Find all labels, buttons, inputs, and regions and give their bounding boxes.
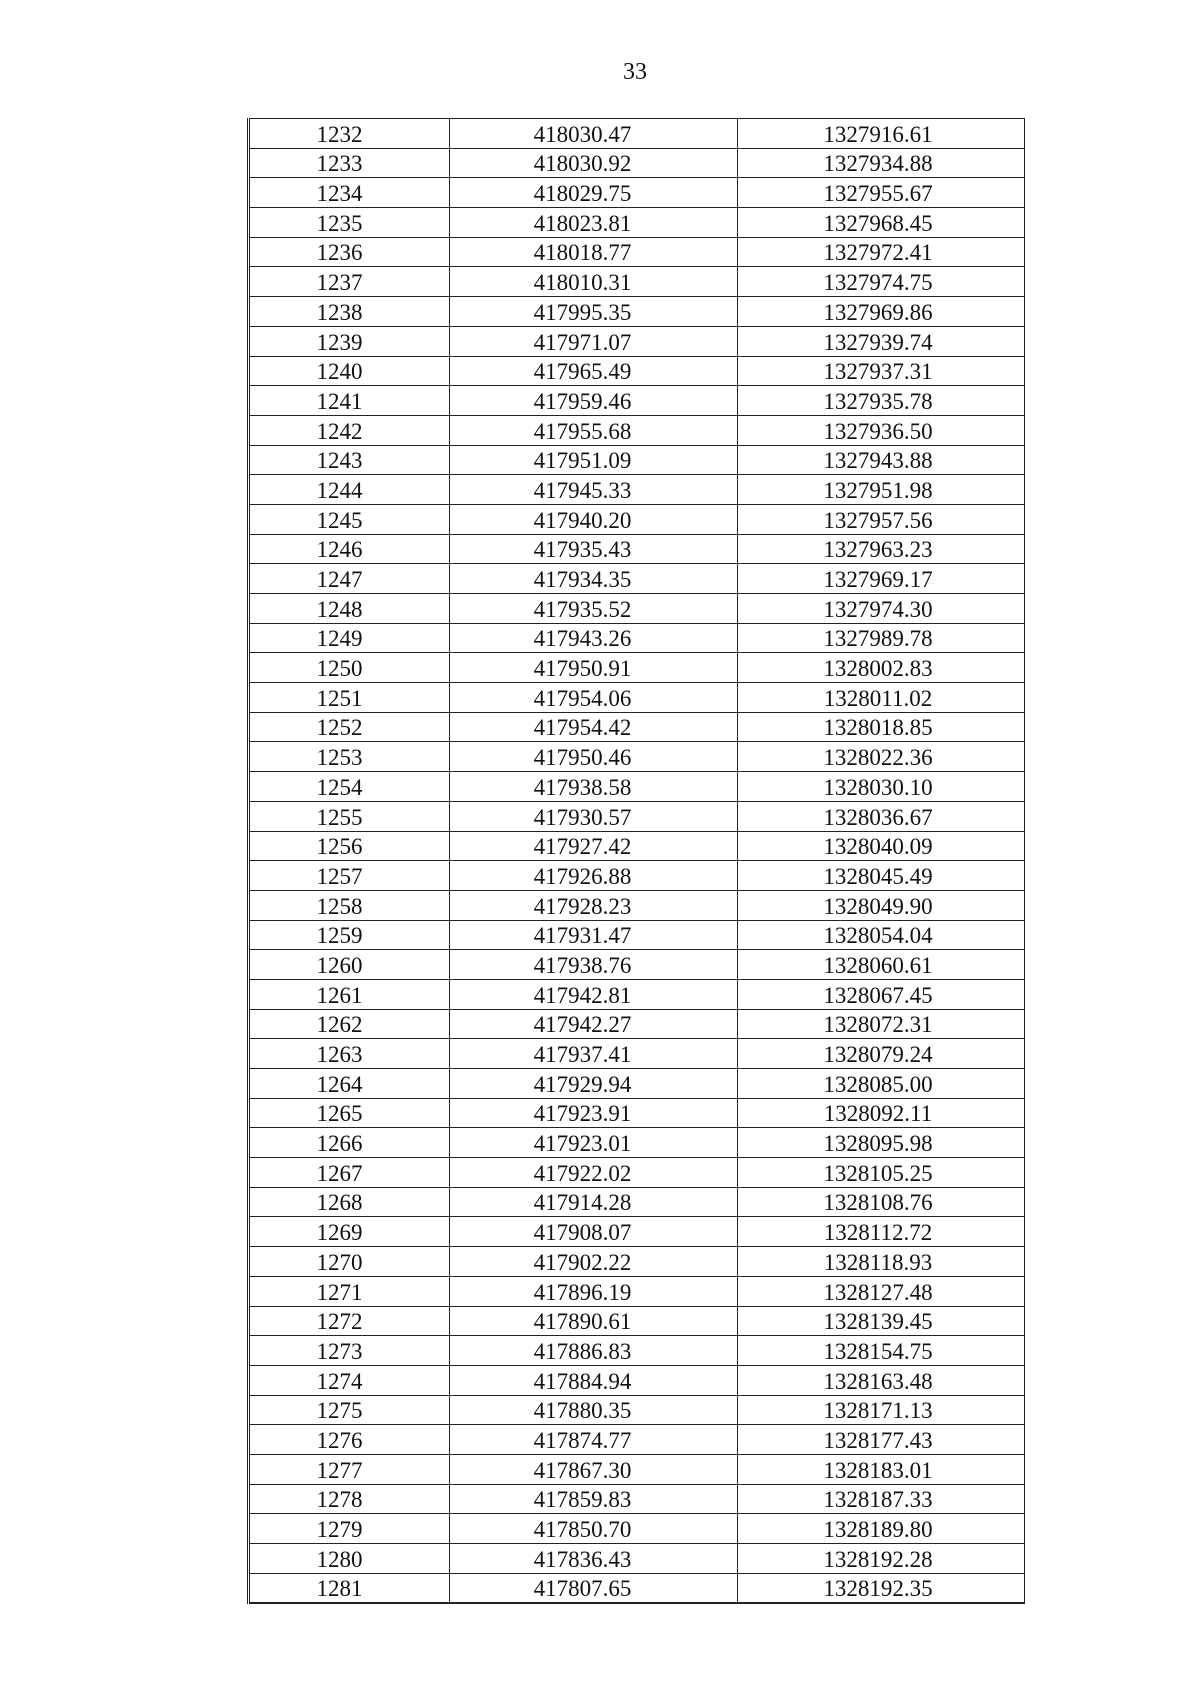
- y-coordinate-cell: 1328118.93: [738, 1247, 1025, 1277]
- point-number-cell: 1240: [249, 356, 450, 386]
- point-number-cell: 1271: [249, 1276, 450, 1306]
- table-row: [249, 475, 1025, 505]
- page-number: 33: [623, 59, 647, 85]
- x-coordinate-cell: 417942.81: [450, 979, 738, 1009]
- x-coordinate-cell: 417927.42: [450, 831, 738, 861]
- point-number-cell: 1249: [249, 623, 450, 653]
- y-coordinate-cell: 1328192.28: [738, 1544, 1025, 1574]
- x-coordinate-cell: 417943.26: [450, 623, 738, 653]
- x-coordinate-cell: 417954.06: [450, 683, 738, 713]
- coordinates-table: [247, 118, 1025, 1604]
- point-number-cell: 1235: [249, 208, 450, 238]
- y-coordinate-cell: 1328049.90: [738, 890, 1025, 920]
- point-number-cell: 1274: [249, 1365, 450, 1395]
- point-number-cell: 1245: [249, 504, 450, 534]
- x-coordinate-cell: 417896.19: [450, 1276, 738, 1306]
- x-coordinate-cell: 417914.28: [450, 1187, 738, 1217]
- point-number-cell: 1279: [249, 1514, 450, 1544]
- point-number-cell: 1266: [249, 1128, 450, 1158]
- y-coordinate-cell: 1327972.41: [738, 237, 1025, 267]
- y-coordinate-cell: 1328040.09: [738, 831, 1025, 861]
- y-coordinate-cell: 1328067.45: [738, 979, 1025, 1009]
- y-coordinate-cell: 1327934.88: [738, 148, 1025, 178]
- x-coordinate-cell: 417937.41: [450, 1039, 738, 1069]
- table-row: [249, 1128, 1025, 1158]
- table-row: [249, 267, 1025, 297]
- y-coordinate-cell: 1328085.00: [738, 1069, 1025, 1099]
- y-coordinate-cell: 1328030.10: [738, 772, 1025, 802]
- x-coordinate-cell: 417859.83: [450, 1484, 738, 1514]
- y-coordinate-cell: 1327974.30: [738, 594, 1025, 624]
- x-coordinate-cell: 417807.65: [450, 1573, 738, 1603]
- y-coordinate-cell: 1328108.76: [738, 1187, 1025, 1217]
- x-coordinate-cell: 417971.07: [450, 326, 738, 356]
- x-coordinate-cell: 417874.77: [450, 1425, 738, 1455]
- x-coordinate-cell: 417965.49: [450, 356, 738, 386]
- point-number-cell: 1234: [249, 178, 450, 208]
- y-coordinate-cell: 1328187.33: [738, 1484, 1025, 1514]
- table-row: [249, 1514, 1025, 1544]
- x-coordinate-cell: 417938.76: [450, 950, 738, 980]
- y-coordinate-cell: 1328171.13: [738, 1395, 1025, 1425]
- y-coordinate-cell: 1328060.61: [738, 950, 1025, 980]
- y-coordinate-cell: 1328092.11: [738, 1098, 1025, 1128]
- point-number-cell: 1241: [249, 386, 450, 416]
- table-row: [249, 178, 1025, 208]
- point-number-cell: 1251: [249, 683, 450, 713]
- table-row: [249, 653, 1025, 683]
- y-coordinate-cell: 1328095.98: [738, 1128, 1025, 1158]
- y-coordinate-cell: 1327916.61: [738, 119, 1025, 149]
- table-row: [249, 890, 1025, 920]
- table-row: [249, 504, 1025, 534]
- table-row: [249, 683, 1025, 713]
- x-coordinate-cell: 417908.07: [450, 1217, 738, 1247]
- y-coordinate-cell: 1328127.48: [738, 1276, 1025, 1306]
- point-number-cell: 1275: [249, 1395, 450, 1425]
- x-coordinate-cell: 418030.47: [450, 119, 738, 149]
- x-coordinate-cell: 417950.91: [450, 653, 738, 683]
- x-coordinate-cell: 417942.27: [450, 1009, 738, 1039]
- y-coordinate-cell: 1327943.88: [738, 445, 1025, 475]
- point-number-cell: 1243: [249, 445, 450, 475]
- y-coordinate-cell: 1328079.24: [738, 1039, 1025, 1069]
- point-number-cell: 1237: [249, 267, 450, 297]
- y-coordinate-cell: 1328139.45: [738, 1306, 1025, 1336]
- point-number-cell: 1263: [249, 1039, 450, 1069]
- y-coordinate-cell: 1328192.35: [738, 1573, 1025, 1603]
- point-number-cell: 1246: [249, 534, 450, 564]
- y-coordinate-cell: 1328054.04: [738, 920, 1025, 950]
- y-coordinate-cell: 1328177.43: [738, 1425, 1025, 1455]
- x-coordinate-cell: 417950.46: [450, 742, 738, 772]
- x-coordinate-cell: 417926.88: [450, 861, 738, 891]
- table-row: [249, 801, 1025, 831]
- table-row: [249, 1217, 1025, 1247]
- x-coordinate-cell: 417955.68: [450, 415, 738, 445]
- point-number-cell: 1264: [249, 1069, 450, 1099]
- point-number-cell: 1247: [249, 564, 450, 594]
- table-row: [249, 564, 1025, 594]
- x-coordinate-cell: 417902.22: [450, 1247, 738, 1277]
- point-number-cell: 1277: [249, 1454, 450, 1484]
- table-row: [249, 415, 1025, 445]
- table-row: [249, 1098, 1025, 1128]
- table-row: [249, 386, 1025, 416]
- point-number-cell: 1238: [249, 297, 450, 327]
- point-number-cell: 1256: [249, 831, 450, 861]
- table-row: [249, 1247, 1025, 1277]
- y-coordinate-cell: 1328163.48: [738, 1365, 1025, 1395]
- table-row: [249, 950, 1025, 980]
- table-row: [249, 297, 1025, 327]
- y-coordinate-cell: 1328112.72: [738, 1217, 1025, 1247]
- y-coordinate-cell: 1327957.56: [738, 504, 1025, 534]
- table-row: [249, 861, 1025, 891]
- y-coordinate-cell: 1327936.50: [738, 415, 1025, 445]
- y-coordinate-cell: 1327969.86: [738, 297, 1025, 327]
- point-number-cell: 1236: [249, 237, 450, 267]
- y-coordinate-cell: 1327955.67: [738, 178, 1025, 208]
- table-row: [249, 1158, 1025, 1188]
- x-coordinate-cell: 417884.94: [450, 1365, 738, 1395]
- x-coordinate-cell: 417923.91: [450, 1098, 738, 1128]
- table-row: [249, 772, 1025, 802]
- point-number-cell: 1269: [249, 1217, 450, 1247]
- x-coordinate-cell: 417935.52: [450, 594, 738, 624]
- table-row: [249, 1069, 1025, 1099]
- x-coordinate-cell: 417995.35: [450, 297, 738, 327]
- table-row: [249, 742, 1025, 772]
- x-coordinate-cell: 417880.35: [450, 1395, 738, 1425]
- y-coordinate-cell: 1328036.67: [738, 801, 1025, 831]
- coordinates-table-body: [249, 119, 1025, 1604]
- x-coordinate-cell: 418023.81: [450, 208, 738, 238]
- point-number-cell: 1276: [249, 1425, 450, 1455]
- point-number-cell: 1267: [249, 1158, 450, 1188]
- point-number-cell: 1248: [249, 594, 450, 624]
- y-coordinate-cell: 1328022.36: [738, 742, 1025, 772]
- y-coordinate-cell: 1328002.83: [738, 653, 1025, 683]
- table-row: [249, 1306, 1025, 1336]
- table-row: [249, 920, 1025, 950]
- point-number-cell: 1280: [249, 1544, 450, 1574]
- x-coordinate-cell: 417938.58: [450, 772, 738, 802]
- point-number-cell: 1281: [249, 1573, 450, 1603]
- table-row: [249, 1365, 1025, 1395]
- table-row: [249, 1484, 1025, 1514]
- x-coordinate-cell: 418030.92: [450, 148, 738, 178]
- x-coordinate-cell: 417867.30: [450, 1454, 738, 1484]
- table-row: [249, 208, 1025, 238]
- x-coordinate-cell: 417922.02: [450, 1158, 738, 1188]
- point-number-cell: 1259: [249, 920, 450, 950]
- table-row: [249, 712, 1025, 742]
- point-number-cell: 1254: [249, 772, 450, 802]
- x-coordinate-cell: 417931.47: [450, 920, 738, 950]
- x-coordinate-cell: 418018.77: [450, 237, 738, 267]
- table-row: [249, 623, 1025, 653]
- y-coordinate-cell: 1328072.31: [738, 1009, 1025, 1039]
- x-coordinate-cell: 417945.33: [450, 475, 738, 505]
- point-number-cell: 1232: [249, 119, 450, 149]
- point-number-cell: 1257: [249, 861, 450, 891]
- table-row: [249, 356, 1025, 386]
- x-coordinate-cell: 417836.43: [450, 1544, 738, 1574]
- point-number-cell: 1278: [249, 1484, 450, 1514]
- point-number-cell: 1258: [249, 890, 450, 920]
- x-coordinate-cell: 417959.46: [450, 386, 738, 416]
- table-row: [249, 979, 1025, 1009]
- point-number-cell: 1262: [249, 1009, 450, 1039]
- table-row: [249, 1336, 1025, 1366]
- table-row: [249, 831, 1025, 861]
- table-row: [249, 534, 1025, 564]
- x-coordinate-cell: 417886.83: [450, 1336, 738, 1366]
- point-number-cell: 1273: [249, 1336, 450, 1366]
- x-coordinate-cell: 418010.31: [450, 267, 738, 297]
- y-coordinate-cell: 1328183.01: [738, 1454, 1025, 1484]
- point-number-cell: 1260: [249, 950, 450, 980]
- point-number-cell: 1252: [249, 712, 450, 742]
- y-coordinate-cell: 1327974.75: [738, 267, 1025, 297]
- table-row: [249, 1187, 1025, 1217]
- point-number-cell: 1253: [249, 742, 450, 772]
- x-coordinate-cell: 417940.20: [450, 504, 738, 534]
- table-row: [249, 1039, 1025, 1069]
- x-coordinate-cell: 417923.01: [450, 1128, 738, 1158]
- y-coordinate-cell: 1327989.78: [738, 623, 1025, 653]
- point-number-cell: 1270: [249, 1247, 450, 1277]
- x-coordinate-cell: 417929.94: [450, 1069, 738, 1099]
- table-row: [249, 237, 1025, 267]
- x-coordinate-cell: 418029.75: [450, 178, 738, 208]
- y-coordinate-cell: 1328018.85: [738, 712, 1025, 742]
- point-number-cell: 1272: [249, 1306, 450, 1336]
- table-row: [249, 148, 1025, 178]
- y-coordinate-cell: 1328011.02: [738, 683, 1025, 713]
- table-row: [249, 1276, 1025, 1306]
- table-row: [249, 1544, 1025, 1574]
- y-coordinate-cell: 1327968.45: [738, 208, 1025, 238]
- point-number-cell: 1268: [249, 1187, 450, 1217]
- table-row: [249, 119, 1025, 149]
- point-number-cell: 1261: [249, 979, 450, 1009]
- x-coordinate-cell: 417928.23: [450, 890, 738, 920]
- y-coordinate-cell: 1327937.31: [738, 356, 1025, 386]
- point-number-cell: 1265: [249, 1098, 450, 1128]
- y-coordinate-cell: 1327939.74: [738, 326, 1025, 356]
- y-coordinate-cell: 1328105.25: [738, 1158, 1025, 1188]
- y-coordinate-cell: 1328045.49: [738, 861, 1025, 891]
- x-coordinate-cell: 417954.42: [450, 712, 738, 742]
- point-number-cell: 1244: [249, 475, 450, 505]
- point-number-cell: 1255: [249, 801, 450, 831]
- point-number-cell: 1233: [249, 148, 450, 178]
- table-row: [249, 1395, 1025, 1425]
- point-number-cell: 1239: [249, 326, 450, 356]
- y-coordinate-cell: 1328154.75: [738, 1336, 1025, 1366]
- point-number-cell: 1250: [249, 653, 450, 683]
- table-row: [249, 326, 1025, 356]
- table-row: [249, 1009, 1025, 1039]
- y-coordinate-cell: 1327935.78: [738, 386, 1025, 416]
- table-row: [249, 1573, 1025, 1603]
- y-coordinate-cell: 1328189.80: [738, 1514, 1025, 1544]
- y-coordinate-cell: 1327963.23: [738, 534, 1025, 564]
- x-coordinate-cell: 417934.35: [450, 564, 738, 594]
- x-coordinate-cell: 417935.43: [450, 534, 738, 564]
- table-row: [249, 1454, 1025, 1484]
- x-coordinate-cell: 417890.61: [450, 1306, 738, 1336]
- point-number-cell: 1242: [249, 415, 450, 445]
- x-coordinate-cell: 417951.09: [450, 445, 738, 475]
- y-coordinate-cell: 1327969.17: [738, 564, 1025, 594]
- x-coordinate-cell: 417930.57: [450, 801, 738, 831]
- table-row: [249, 594, 1025, 624]
- x-coordinate-cell: 417850.70: [450, 1514, 738, 1544]
- table-row: [249, 445, 1025, 475]
- y-coordinate-cell: 1327951.98: [738, 475, 1025, 505]
- table-row: [249, 1425, 1025, 1455]
